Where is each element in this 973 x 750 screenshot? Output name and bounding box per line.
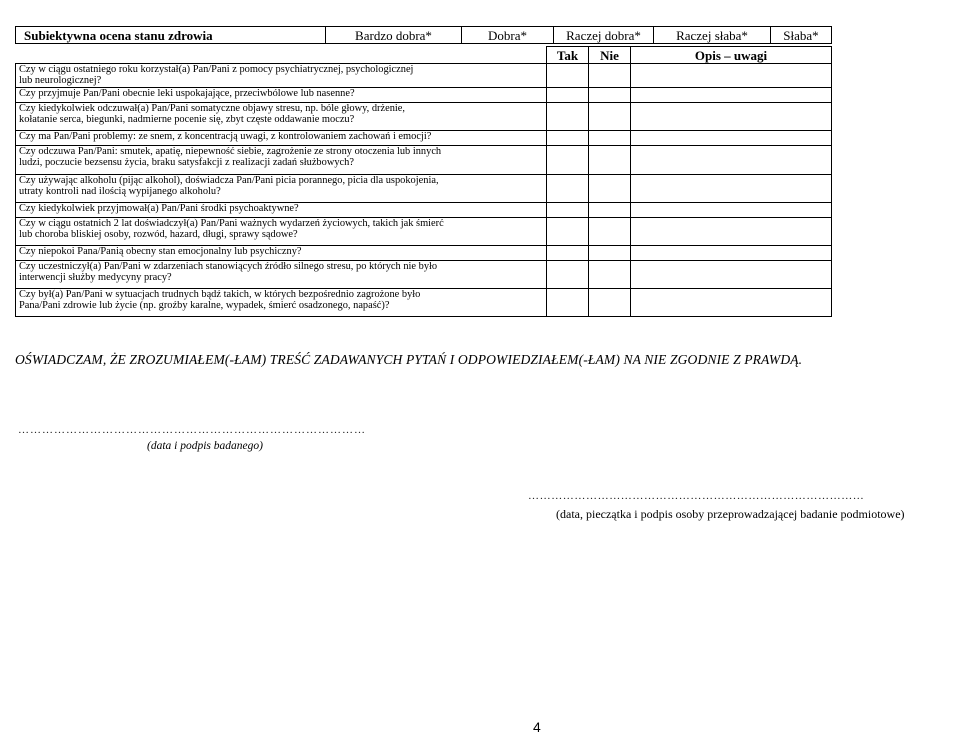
notes-cell[interactable] (631, 218, 832, 246)
question-line: Czy był(a) Pan/Pani w sytuacjach trudnych bądź takich, w których bezpośrednio zagrożone było (19, 289, 421, 300)
question-line: Czy kiedykolwiek przyjmował(a) Pan/Pani środki psychoaktywne? (19, 203, 299, 214)
question-line: lub neurologicznej? (19, 75, 102, 86)
question-line: kołatanie serca, biegunki, nadmierne pocenie się, zbyt częste oddawanie moczu? (19, 114, 355, 125)
rating-option-weak[interactable]: Słaba* (771, 27, 832, 44)
question-row (16, 103, 832, 131)
header-notes: Opis – uwagi (631, 47, 832, 64)
health-rating-title: Subiektywna ocena stanu zdrowia (16, 27, 326, 44)
question-row (16, 218, 832, 246)
question-text (16, 261, 547, 289)
health-rating-table (15, 26, 832, 44)
notes-cell[interactable] (631, 261, 832, 289)
answer-yes-cell[interactable] (547, 131, 589, 146)
question-line: Czy ma Pan/Pani problemy: ze snem, z koncentracją uwagi, z kontrolowaniem zachowań i emocji? (19, 131, 432, 142)
question-line: Czy uczestniczył(a) Pan/Pani w zdarzeniach stanowiących źródło silnego stresu, po których nie było (19, 261, 438, 272)
question-line: Czy w ciągu ostatnich 2 lat doświadczył(a) Pan/Pani ważnych wydarzeń życiowych, takich jak śmierć (19, 218, 444, 229)
question-row (16, 261, 832, 289)
question-text (16, 203, 547, 218)
declaration-statement: OŚWIADCZAM, ŻE ZROZUMIAŁEM(-ŁAM) TREŚĆ ZADAWANYCH PYTAŃ I ODPOWIEDZIAŁEM(-ŁAM) NA NIE ZGODNIE Z PRAWDĄ. (15, 352, 803, 367)
answer-no-cell[interactable] (589, 146, 631, 175)
question-text (16, 146, 547, 175)
question-row (16, 131, 832, 146)
rating-option-rather-weak[interactable]: Raczej słaba* (654, 27, 771, 44)
question-line: interwencji służby medycyny pracy? (19, 272, 172, 283)
notes-cell[interactable] (631, 64, 832, 88)
examiner-signature-caption: (data, pieczątka i podpis osoby przeprowadzającej badanie podmiotowe) (556, 507, 905, 521)
question-line: Czy w ciągu ostatniego roku korzystał(a) Pan/Pani z pomocy psychiatrycznej, psychologicznej (19, 64, 414, 75)
questions-table (15, 46, 832, 317)
question-row (16, 203, 832, 218)
answer-no-cell[interactable] (589, 88, 631, 103)
question-row (16, 246, 832, 261)
question-text (16, 289, 547, 317)
question-row (16, 64, 832, 88)
examiner-signature-line[interactable]: …………………………………………………………………………… (528, 490, 865, 502)
answer-yes-cell[interactable] (547, 146, 589, 175)
question-line: Czy kiedykolwiek odczuwał(a) Pan/Pani somatyczne objawy stresu, np. bóle głowy, drżenie, (19, 103, 405, 114)
notes-cell[interactable] (631, 88, 832, 103)
notes-cell[interactable] (631, 175, 832, 203)
question-text (16, 175, 547, 203)
question-line: Czy odczuwa Pan/Pani: smutek, apatię, niepewność siebie, zagrożenie ze strony otoczenia lub innych (19, 146, 442, 157)
examinee-signature-line[interactable]: …………………………………………………………………………… (18, 424, 366, 436)
question-line: Czy niepokoi Pana/Panią obecny stan emocjonalny lub psychiczny? (19, 246, 302, 257)
rating-option-good[interactable]: Dobra* (462, 27, 554, 44)
rating-option-very-good[interactable]: Bardzo dobra* (326, 27, 462, 44)
answer-no-cell[interactable] (589, 175, 631, 203)
question-line: Czy używając alkoholu (pijąc alkohol), doświadcza Pan/Pani picia porannego, picia dla uspokojenia, (19, 175, 439, 186)
header-no: Nie (589, 47, 631, 64)
question-row (16, 88, 832, 103)
question-text (16, 103, 547, 131)
examinee-signature-caption: (data i podpis badanego) (147, 440, 263, 452)
answer-no-cell[interactable] (589, 246, 631, 261)
question-line: Czy przyjmuje Pan/Pani obecnie leki uspokajające, przeciwbólowe lub nasenne? (19, 88, 355, 99)
question-line: lub choroba bliskiej osoby, rozwód, hazard, długi, sprawy sądowe? (19, 229, 298, 240)
answer-no-cell[interactable] (589, 218, 631, 246)
question-text (16, 64, 547, 88)
health-rating-row (16, 27, 832, 44)
answer-yes-cell[interactable] (547, 103, 589, 131)
notes-cell[interactable] (631, 131, 832, 146)
question-row (16, 146, 832, 175)
answer-yes-cell[interactable] (547, 246, 589, 261)
question-line: utraty kontroli nad ilością wypijanego alkoholu? (19, 186, 221, 197)
answer-yes-cell[interactable] (547, 203, 589, 218)
header-yes: Tak (547, 47, 589, 64)
question-text (16, 131, 547, 146)
question-text (16, 88, 547, 103)
questions-header-row (16, 47, 832, 64)
question-row (16, 289, 832, 317)
answer-no-cell[interactable] (589, 131, 631, 146)
answer-no-cell[interactable] (589, 289, 631, 317)
header-blank-cell (16, 47, 547, 64)
answer-yes-cell[interactable] (547, 88, 589, 103)
question-line: Pana/Pani zdrowie lub życie (np. groźby karalne, wypadek, śmierć osadzonego, napaść)? (19, 300, 390, 311)
question-text (16, 246, 547, 261)
rating-option-rather-good[interactable]: Raczej dobra* (554, 27, 654, 44)
answer-yes-cell[interactable] (547, 261, 589, 289)
answer-no-cell[interactable] (589, 203, 631, 218)
answer-yes-cell[interactable] (547, 64, 589, 88)
notes-cell[interactable] (631, 289, 832, 317)
question-text (16, 218, 547, 246)
answer-no-cell[interactable] (589, 261, 631, 289)
question-line: ludzi, poczucie bezsensu życia, braku satysfakcji z realizacji zadań służbowych? (19, 157, 354, 168)
notes-cell[interactable] (631, 203, 832, 218)
page-number: 4 (533, 719, 541, 735)
answer-no-cell[interactable] (589, 64, 631, 88)
answer-yes-cell[interactable] (547, 218, 589, 246)
notes-cell[interactable] (631, 146, 832, 175)
question-row (16, 175, 832, 203)
answer-yes-cell[interactable] (547, 289, 589, 317)
notes-cell[interactable] (631, 103, 832, 131)
notes-cell[interactable] (631, 246, 832, 261)
answer-no-cell[interactable] (589, 103, 631, 131)
answer-yes-cell[interactable] (547, 175, 589, 203)
